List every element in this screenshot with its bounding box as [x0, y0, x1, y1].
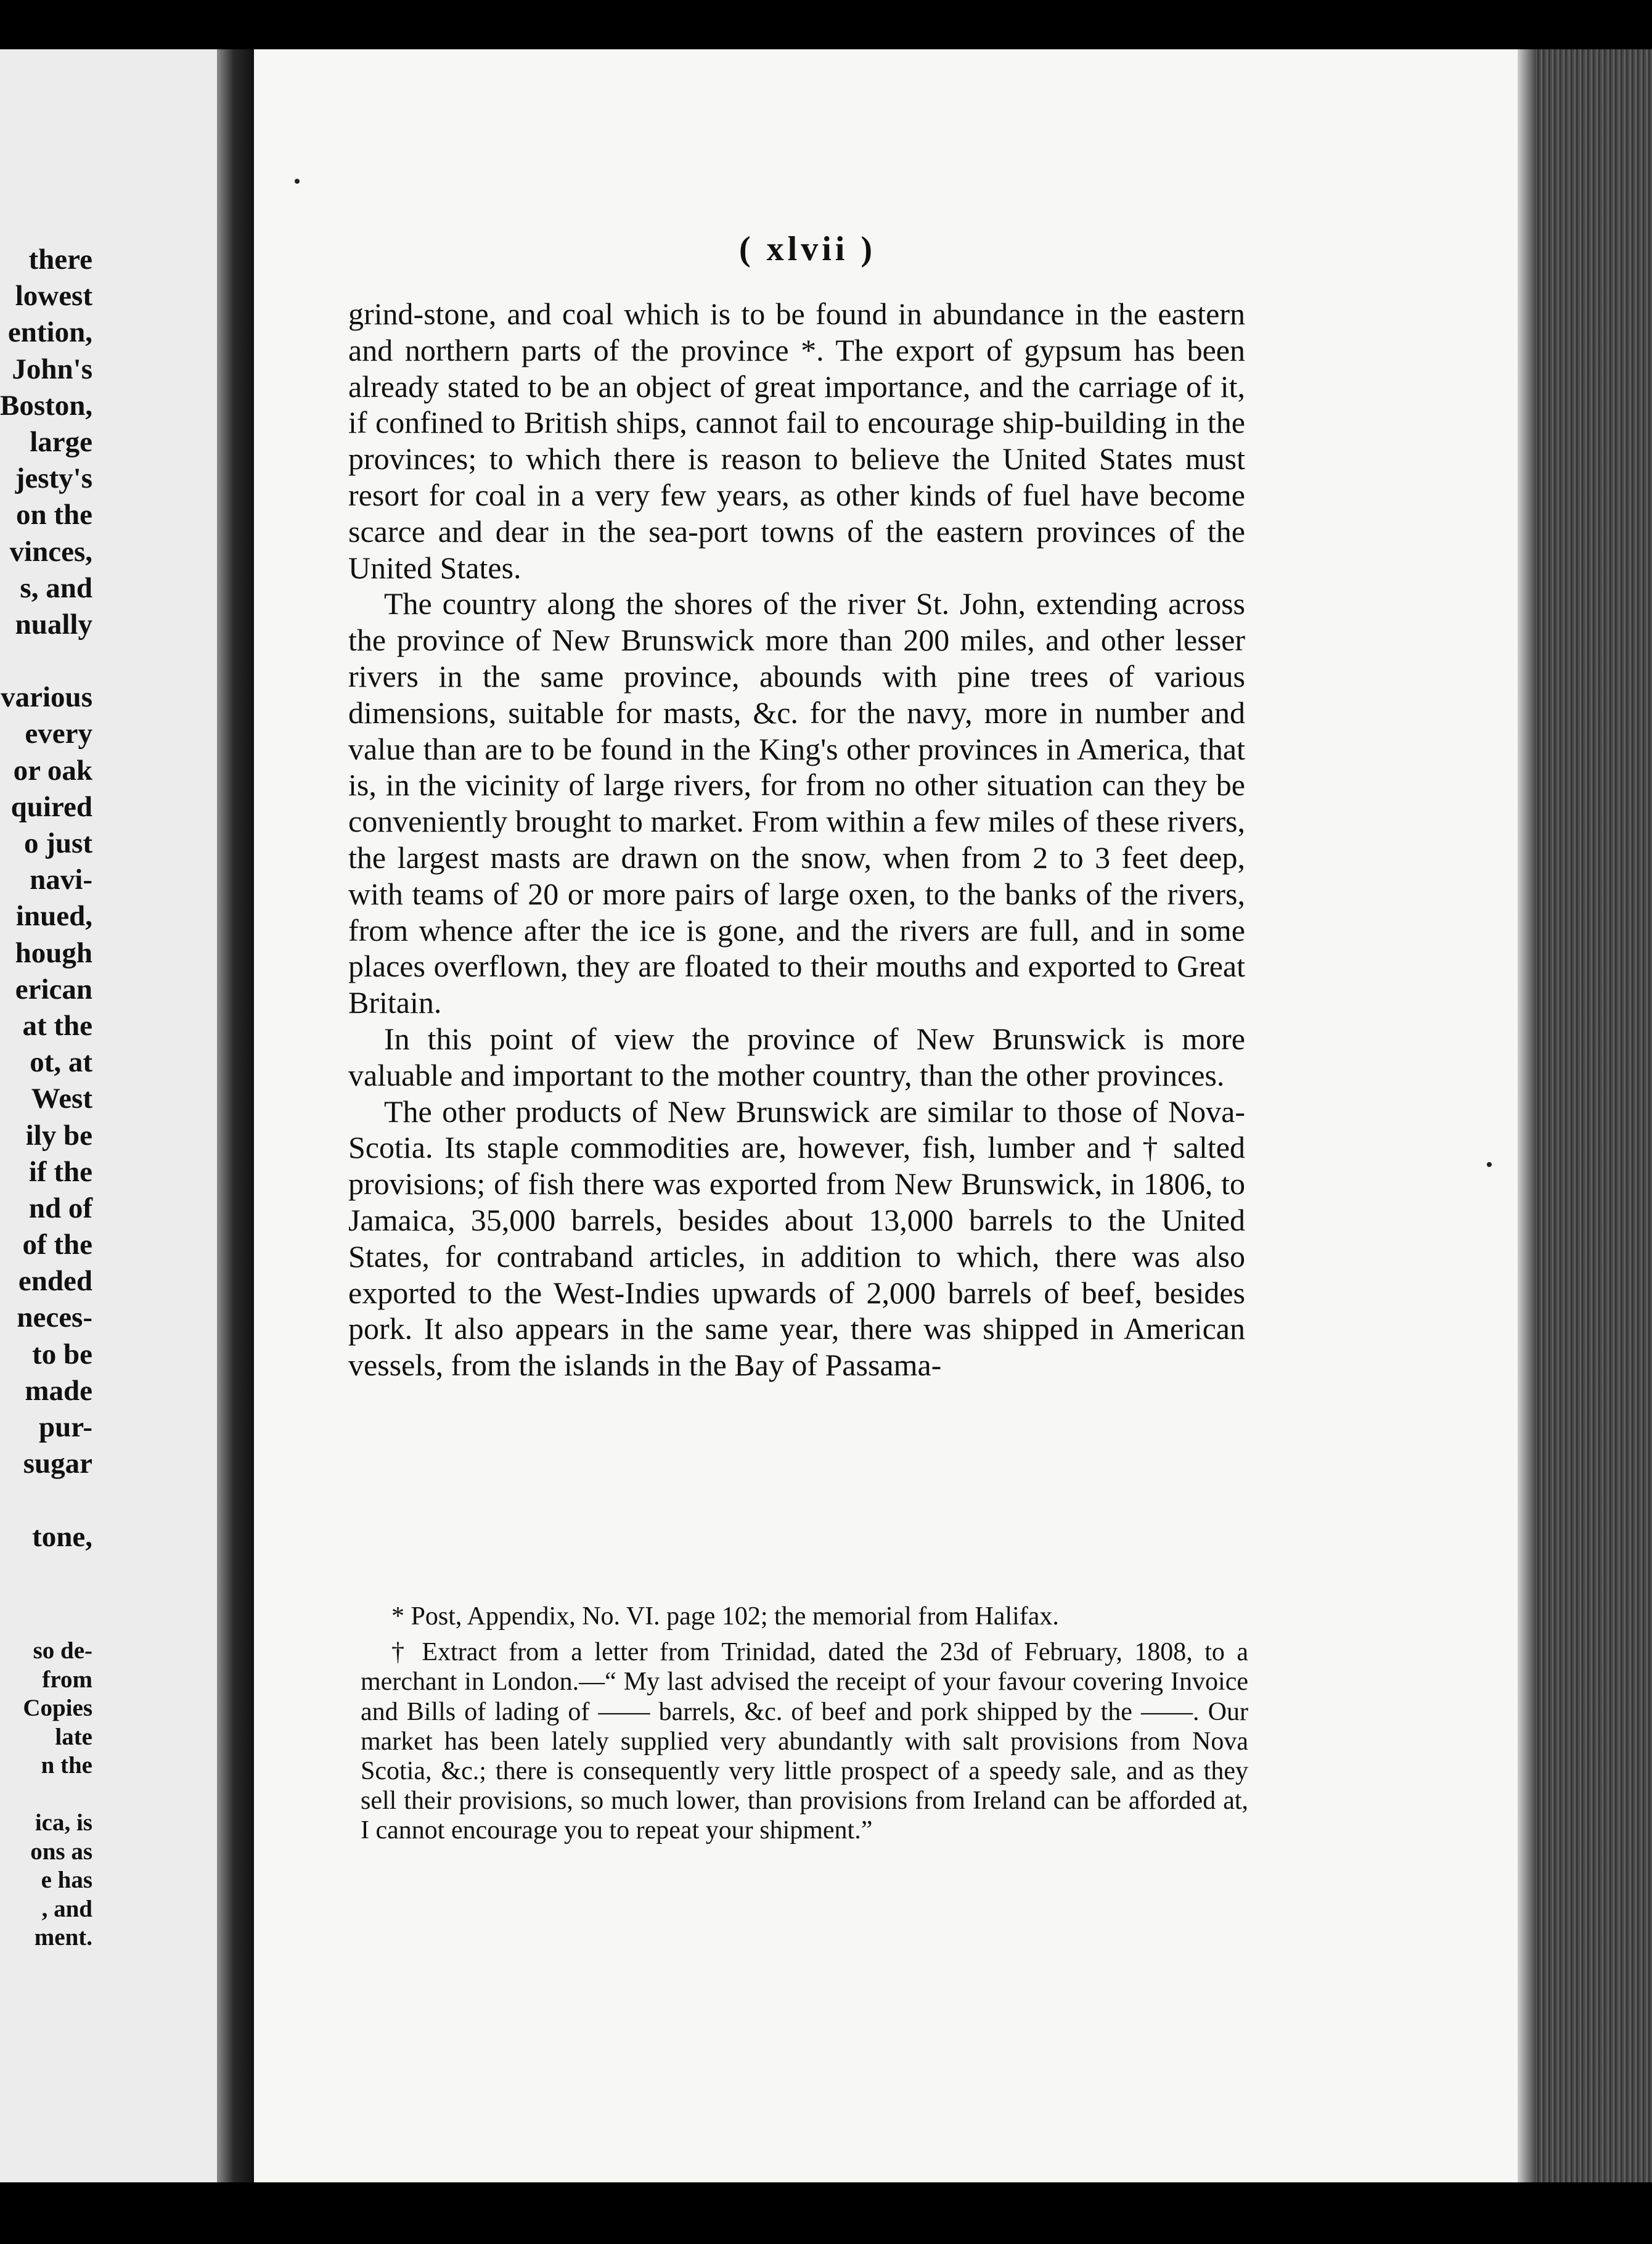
left-page-line: sugar — [23, 1448, 92, 1480]
left-page-line: at the — [22, 1009, 92, 1042]
paragraph: grind-stone, and coal which is to be found in abundance in the eastern and northern parts of the province *. The export of gypsum has been already stated to be an object of great importance, and the carriage of it, if confined to British ships, cannot fail to encourage ship-building in the provinces; to which there is reason to believe the United States must resort for coal in a very few years, as other kinds of fuel have become scarce and dear in the sea-port towns of the eastern provinces of the United States. — [348, 297, 1245, 585]
left-page-line: from — [42, 1666, 92, 1693]
left-page-line: every — [25, 718, 92, 750]
left-page-line: there — [28, 244, 92, 276]
left-page-line: various — [1, 681, 92, 714]
left-page-line: so de- — [33, 1637, 92, 1664]
left-page-line: ons as — [30, 1838, 92, 1865]
left-page-line: ment. — [34, 1924, 92, 1951]
footnote: * Post, Appendix, No. VI. page 102; the memorial from Halifax. — [391, 1602, 1059, 1631]
left-page-line: ily be — [25, 1119, 92, 1152]
left-page-line: neces- — [17, 1301, 92, 1334]
left-page-line: or oak — [13, 754, 92, 787]
left-page-line: ica, is — [35, 1809, 92, 1836]
left-page-line: tone, — [32, 1520, 92, 1553]
left-page-line: Boston, — [0, 389, 93, 422]
left-page-line — [0, 1482, 92, 1518]
left-page-line: erican — [15, 973, 92, 1005]
ink-speck — [1487, 1162, 1492, 1167]
left-page-line: quired — [10, 790, 92, 823]
left-page-line: , and — [41, 1895, 92, 1922]
left-page-line: if the — [28, 1155, 92, 1188]
footnotes — [361, 1602, 1248, 1846]
left-page-line — [0, 643, 92, 679]
left-page-line: made — [25, 1374, 92, 1407]
left-page-line: large — [30, 425, 92, 458]
left-page-line: West — [31, 1083, 92, 1115]
left-page-line: hough — [15, 936, 92, 969]
page-number: ( xlvii ) — [739, 230, 876, 268]
left-page-line: n the — [41, 1752, 92, 1779]
left-page-line: nd of — [28, 1192, 92, 1224]
left-page-line: jesty's — [15, 462, 92, 495]
paragraph: The other products of New Brunswick are similar to those of Nova-Scotia. Its staple commodities are, however, fish, lumber and † salted provisions; of fish there was exported from New Brunswick, in 1806, to Jamaica, 35,000 barrels, besides about 13,000 barrels to the United States, for contraband articles, in addition to which, there was also exported to the West-Indies upwards of 2,000 barrels of beef, besides pork. It also appears in the same year, there was shipped in American vessels, from the islands in the Bay of Passama- — [348, 1094, 1245, 1383]
left-page-line: ot, at — [30, 1046, 92, 1079]
left-page-line: vinces, — [9, 535, 92, 568]
left-page-line: ention, — [7, 316, 92, 349]
left-page-line: pur- — [38, 1411, 92, 1443]
left-page-line: on the — [15, 499, 92, 531]
paragraph: The country along the shores of the river St. John, extending across the province of New Brunswick more than 200 miles, and other lesser rivers in the same province, abounds with pine trees of various dimensions, suitable for masts, &c. for the navy, more in number and value than are to be found in the King's other provinces in America, that is, in the vicinity of large rivers, for from no other situation can they be conveniently brought to market. From within a few miles of these rivers, the largest masts are drawn on the snow, when from 2 to 3 feet deep, with teams of 20 or more pairs of large oxen, to the banks of the rivers, from whence after the ice is gone, and the rivers are full, and in some places overflown, they are floated to their mouths and exported to Great Britain. — [348, 586, 1245, 1020]
left-page-line: nually — [15, 608, 92, 641]
left-page-line: late — [55, 1723, 92, 1750]
paragraph: In this point of view the province of New Brunswick is more valuable and important to the mother country, than the other provinces. — [348, 1021, 1245, 1092]
left-page-line: ended — [18, 1265, 92, 1298]
left-page-line: lowest — [15, 280, 92, 313]
left-page-line: s, and — [20, 571, 92, 604]
ink-speck — [295, 179, 300, 184]
left-page-line: e has — [41, 1867, 92, 1893]
page-edges — [1518, 49, 1652, 2182]
book-gutter — [217, 49, 254, 2182]
left-page-line — [0, 1780, 92, 1809]
left-page-line: o just — [24, 827, 92, 859]
left-page-line: John's — [12, 353, 92, 385]
left-page-text — [0, 242, 92, 1555]
left-page-line: navi- — [30, 864, 92, 896]
left-page-footnote-text — [0, 1637, 92, 1952]
left-page-line: of the — [22, 1229, 92, 1261]
left-page-line: to be — [32, 1338, 92, 1370]
left-page-line: Copies — [23, 1695, 92, 1721]
left-page-line: inued, — [15, 900, 92, 933]
body-text — [348, 296, 1245, 1383]
footnote: † Extract from a letter from Trinidad, dated the 23d of February, 1808, to a merchant in London.—“ My last advised the receipt of your favour covering Invoice and Bills of lading of —— barrels, &c. of beef and pork shipped by the ——. Our market has been lately supplied very abundantly with salt provisions from Nova Scotia, &c.; there is consequently very little prospect of a speedy sale, and as they sell their provisions, so much lower, than provisions from Ireland can be afforded at, I cannot encourage you to repeat your shipment.” — [361, 1638, 1248, 1845]
page-edge-shade — [1518, 49, 1536, 2182]
